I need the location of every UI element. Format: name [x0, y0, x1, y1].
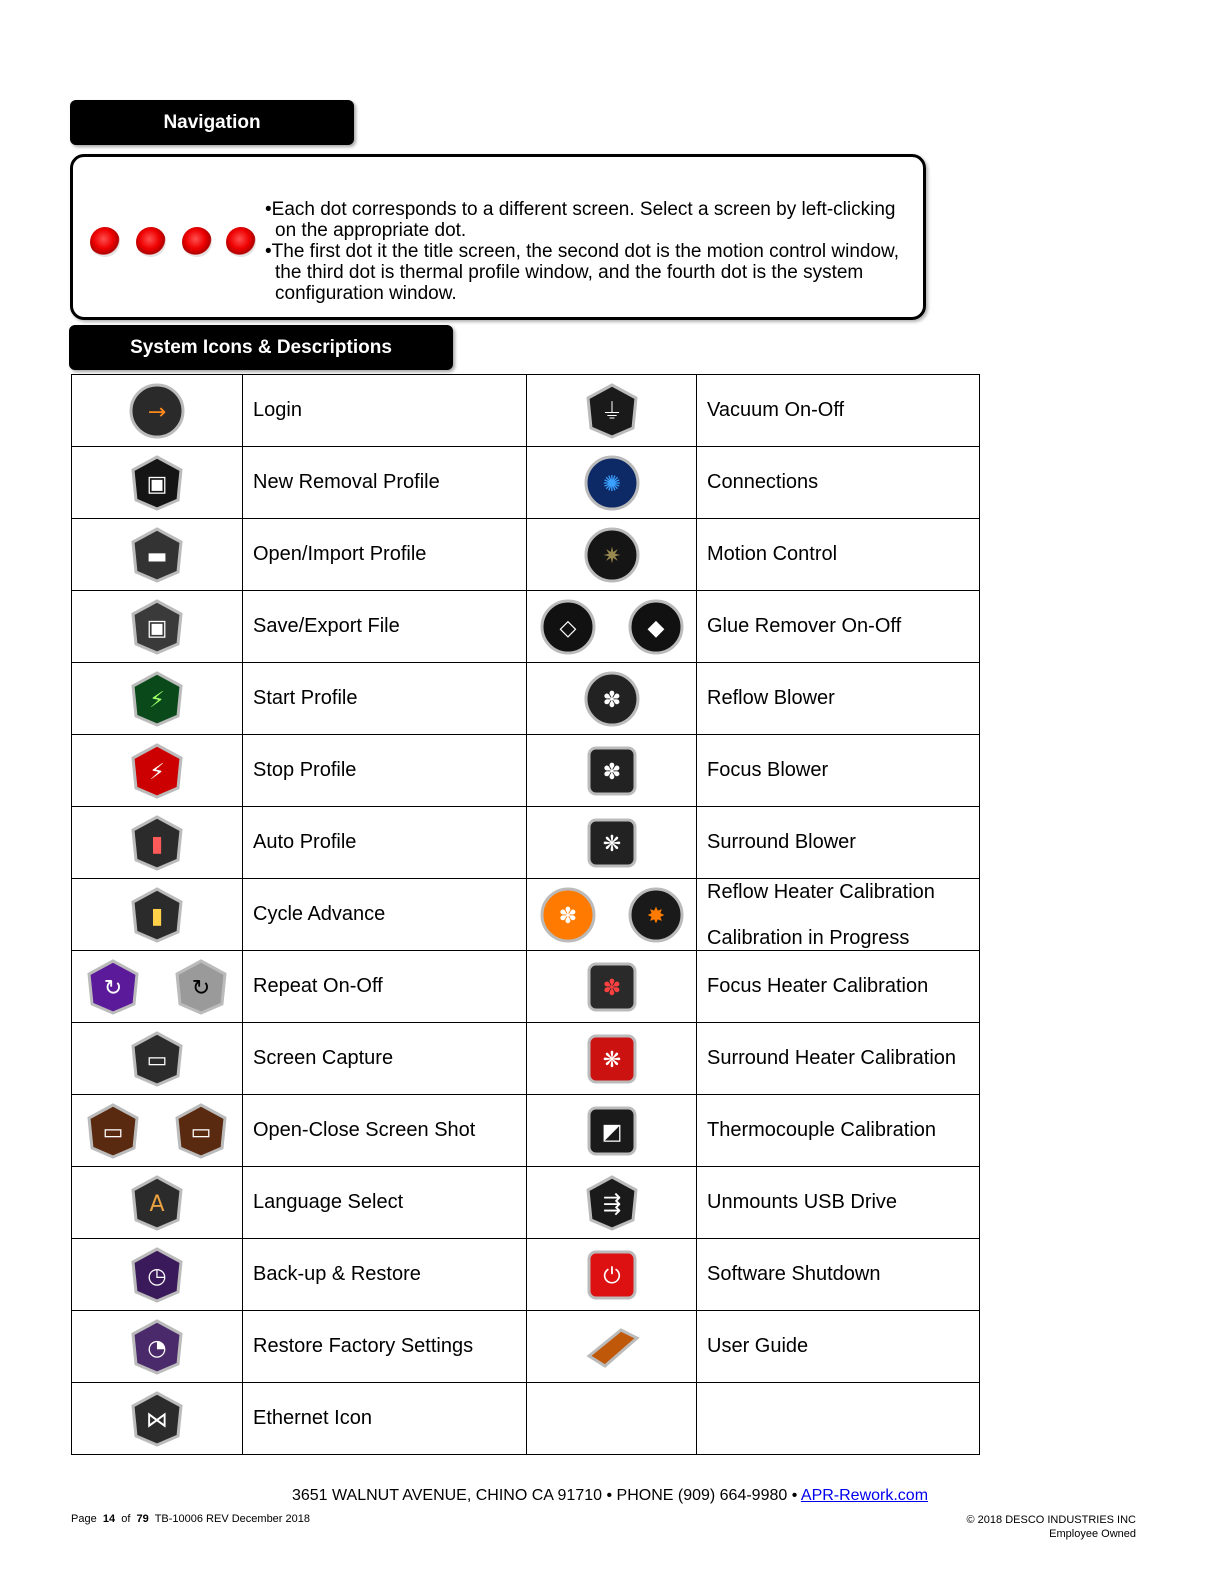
- nav-dot-thermal-profile[interactable]: [182, 227, 212, 257]
- right-icon-cell: [527, 519, 697, 591]
- auto-profile-chart-icon: [126, 812, 188, 874]
- left-label: Auto Profile: [243, 807, 527, 879]
- right-label-primary: Reflow Heater Calibration: [707, 880, 935, 903]
- svg-text:↻: ↻: [103, 975, 123, 1001]
- power-icon: [581, 1244, 643, 1306]
- svg-text:✽: ✽: [602, 759, 621, 785]
- stop-profile-icon: [126, 740, 188, 802]
- left-label: New Removal Profile: [243, 447, 527, 519]
- glue-remover-off-icon: [537, 596, 599, 658]
- navigation-panel: [70, 154, 926, 320]
- right-icon-cell: [527, 447, 697, 519]
- nav-bullet: •The first dot it the title screen, the second dot is the motion control window, the third dot is thermal profile window, and the fourth dot is the system configuration window.: [265, 241, 899, 304]
- employee-owned-text: Employee Owned: [1049, 1528, 1136, 1540]
- right-icon-cell: [527, 1167, 697, 1239]
- motion-control-icon: [581, 524, 643, 586]
- right-label: Surround Heater Calibration: [697, 1023, 980, 1095]
- left-icon-cell: [72, 375, 243, 447]
- right-label: Glue Remover On-Off: [697, 591, 980, 663]
- backup-restore-clock-icon: [126, 1244, 188, 1306]
- nav-dot-system-config[interactable]: [226, 227, 256, 257]
- table-row: [72, 879, 980, 951]
- table-row: [72, 735, 980, 807]
- right-icon-cell: [527, 735, 697, 807]
- svg-text:✽: ✽: [558, 903, 577, 929]
- usb-icon: [581, 1172, 643, 1234]
- table-row: [72, 1311, 980, 1383]
- svg-text:▣: ▣: [146, 615, 168, 641]
- left-icon-cell: [72, 807, 243, 879]
- right-label: Focus Heater Calibration: [697, 951, 980, 1023]
- right-icon-cell: [527, 375, 697, 447]
- folder-icon: [126, 524, 188, 586]
- surround-blower-icon: [581, 812, 643, 874]
- footer-address: [0, 1487, 1220, 1505]
- ethernet-share-icon: [126, 1388, 188, 1450]
- focus-heater-calibration-icon: [581, 956, 643, 1018]
- svg-text:▭: ▭: [190, 1119, 212, 1145]
- right-label: User Guide: [697, 1311, 980, 1383]
- left-label: Ethernet Icon: [243, 1383, 527, 1455]
- svg-text:✷: ✷: [602, 543, 621, 569]
- right-label: Surround Blower: [697, 807, 980, 879]
- focus-blower-icon: [581, 740, 643, 802]
- table-row: [72, 1023, 980, 1095]
- book-icon: [581, 1316, 643, 1378]
- copyright-text: © 2018 DESCO INDUSTRIES INC: [966, 1514, 1136, 1526]
- page-total: 79: [136, 1513, 149, 1525]
- table-row: [72, 447, 980, 519]
- right-icon-cell: [527, 1095, 697, 1167]
- right-icon-cell: [527, 591, 697, 663]
- right-label: [697, 1383, 980, 1455]
- page-number: 14: [102, 1513, 116, 1525]
- svg-text:▣: ▣: [146, 471, 168, 497]
- left-icon-cell: [72, 591, 243, 663]
- right-icon-cell: [527, 879, 697, 951]
- table-row: [72, 1095, 980, 1167]
- footer-page-info: [71, 1513, 310, 1525]
- right-icon-cell: [527, 1311, 697, 1383]
- nav-dot-motion-control[interactable]: [136, 227, 166, 257]
- thermocouple-calibration-icon: [581, 1100, 643, 1162]
- left-icon-cell: [72, 1383, 243, 1455]
- reflow-heater-calibration-icon: [537, 884, 599, 946]
- left-label: Save/Export File: [243, 591, 527, 663]
- svg-text:✺: ✺: [602, 471, 621, 497]
- table-row: [72, 591, 980, 663]
- footer-copyright: [967, 1513, 1136, 1541]
- left-icon-cell: [72, 951, 243, 1023]
- left-label: Stop Profile: [243, 735, 527, 807]
- table-row: [72, 1383, 980, 1455]
- left-label: Screen Capture: [243, 1023, 527, 1095]
- svg-text:❋: ❋: [602, 831, 621, 857]
- svg-text:↻: ↻: [191, 975, 211, 1001]
- repeat-on-icon: [82, 956, 144, 1018]
- svg-text:◔: ◔: [147, 1335, 167, 1361]
- nav-bullet: •Each dot corresponds to a different screen. Select a screen by left-clicking on the appropriate dot.: [265, 199, 896, 241]
- left-icon-cell: [72, 1023, 243, 1095]
- svg-text:⚡: ⚡: [149, 687, 165, 713]
- svg-text:→: →: [147, 399, 167, 425]
- svg-text:✸: ✸: [646, 903, 665, 929]
- svg-text:◷: ◷: [147, 1263, 167, 1289]
- svg-text:◇: ◇: [559, 615, 576, 641]
- left-label: Login: [243, 375, 527, 447]
- left-label: Repeat On-Off: [243, 951, 527, 1023]
- doc-reference: TB-10006 REV December 2018: [154, 1513, 310, 1525]
- left-label: Open-Close Screen Shot: [243, 1095, 527, 1167]
- svg-text:⚡: ⚡: [149, 759, 165, 785]
- table-row: [72, 1239, 980, 1311]
- svg-text:⏚: ⏚: [600, 399, 623, 425]
- table-row: [72, 807, 980, 879]
- svg-text:◆: ◆: [647, 615, 664, 641]
- right-label: Thermocouple Calibration: [697, 1095, 980, 1167]
- left-icon-cell: [72, 1167, 243, 1239]
- right-icon-cell: [527, 807, 697, 879]
- svg-text:A: A: [149, 1191, 165, 1217]
- open-screenshot-icon: [82, 1100, 144, 1162]
- repeat-off-icon: [170, 956, 232, 1018]
- navigation-heading: Navigation: [70, 100, 354, 145]
- svg-text:✽: ✽: [602, 975, 621, 1001]
- reflow-blower-icon: [581, 668, 643, 730]
- table-row: [72, 519, 980, 591]
- svg-text:⋈: ⋈: [146, 1407, 168, 1433]
- left-label: Cycle Advance: [243, 879, 527, 951]
- page-word: Page: [71, 1513, 97, 1525]
- left-icon-cell: [72, 1095, 243, 1167]
- svg-text:▮: ▮: [150, 831, 164, 857]
- glue-remover-on-icon: [625, 596, 687, 658]
- right-label-secondary: Calibration in Progress: [707, 926, 910, 949]
- svg-text:❋: ❋: [602, 1047, 621, 1073]
- svg-text:⏻: ⏻: [602, 1263, 621, 1289]
- system-icons-table: [71, 374, 980, 1455]
- system-icons-heading: System Icons & Descriptions: [69, 325, 453, 370]
- language-select-icon: [126, 1172, 188, 1234]
- left-icon-cell: [72, 1311, 243, 1383]
- left-icon-cell: [72, 1239, 243, 1311]
- cycle-advance-chart-icon: [126, 884, 188, 946]
- right-icon-cell: [527, 951, 697, 1023]
- right-icon-cell: [527, 1383, 697, 1455]
- svg-text:▬: ▬: [146, 543, 168, 569]
- svg-text:✽: ✽: [602, 687, 621, 713]
- navigation-description: [265, 199, 905, 304]
- right-icon-cell: [527, 1239, 697, 1311]
- login-arrow-icon: [126, 380, 188, 442]
- right-label: [697, 879, 980, 951]
- left-icon-cell: [72, 447, 243, 519]
- new-profile-chip-icon: [126, 452, 188, 514]
- svg-text:▭: ▭: [146, 1047, 168, 1073]
- right-label: Vacuum On-Off: [697, 375, 980, 447]
- right-icon-cell: [527, 1023, 697, 1095]
- close-screenshot-icon: [170, 1100, 232, 1162]
- svg-text:⇶: ⇶: [602, 1191, 621, 1217]
- nav-dot-title-screen[interactable]: [90, 227, 120, 257]
- table-row: [72, 951, 980, 1023]
- start-profile-icon: [126, 668, 188, 730]
- right-label: Motion Control: [697, 519, 980, 591]
- table-row: [72, 663, 980, 735]
- left-label: Language Select: [243, 1167, 527, 1239]
- left-label: Restore Factory Settings: [243, 1311, 527, 1383]
- calibration-in-progress-icon: [625, 884, 687, 946]
- floppy-disk-icon: [126, 596, 188, 658]
- connections-icon: [581, 452, 643, 514]
- left-label: Open/Import Profile: [243, 519, 527, 591]
- table-row: [72, 375, 980, 447]
- website-link[interactable]: APR-Rework.com: [800, 1487, 929, 1504]
- svg-text:▮: ▮: [150, 903, 164, 929]
- screen-capture-icon: [126, 1028, 188, 1090]
- table-row: [72, 1167, 980, 1239]
- right-label: Unmounts USB Drive: [697, 1167, 980, 1239]
- of-word: of: [121, 1513, 131, 1525]
- right-icon-cell: [527, 663, 697, 735]
- svg-text:◩: ◩: [601, 1119, 622, 1145]
- left-icon-cell: [72, 735, 243, 807]
- right-label: Connections: [697, 447, 980, 519]
- left-label: Back-up & Restore: [243, 1239, 527, 1311]
- vacuum-icon: [581, 380, 643, 442]
- left-label: Start Profile: [243, 663, 527, 735]
- address-text: 3651 WALNUT AVENUE, CHINO CA 91710 • PHONE (909) 664-9980 •: [291, 1487, 801, 1504]
- left-icon-cell: [72, 519, 243, 591]
- left-icon-cell: [72, 663, 243, 735]
- right-label: Software Shutdown: [697, 1239, 980, 1311]
- surround-heater-calibration-icon: [581, 1028, 643, 1090]
- restore-factory-icon: [126, 1316, 188, 1378]
- svg-text:▭: ▭: [102, 1119, 124, 1145]
- right-label: Reflow Blower: [697, 663, 980, 735]
- right-label: Focus Blower: [697, 735, 980, 807]
- left-icon-cell: [72, 879, 243, 951]
